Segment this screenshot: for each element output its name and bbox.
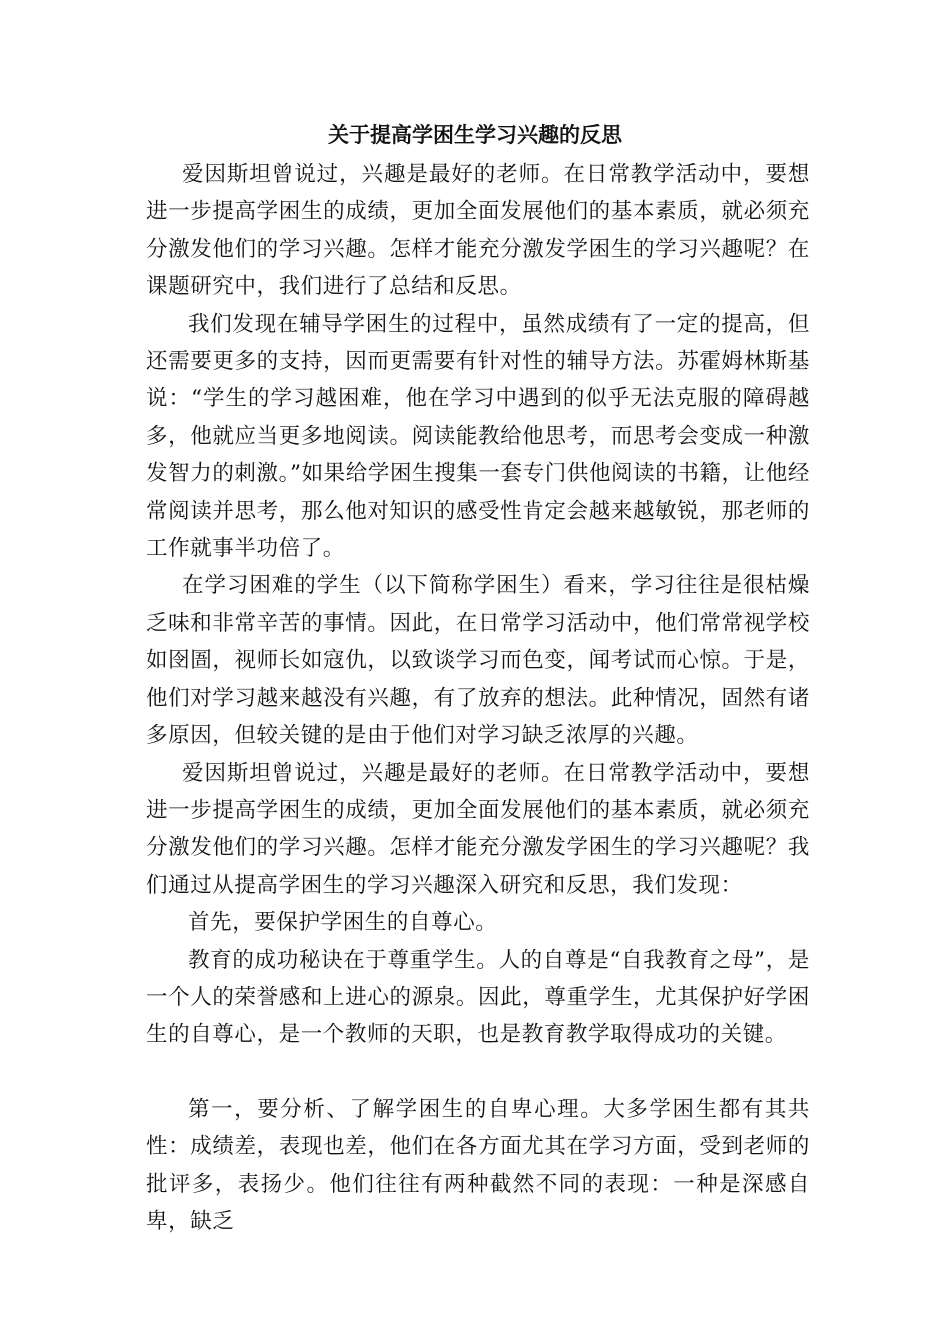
- paragraph-5: 首先，要保护学困生的自尊心。: [188, 910, 498, 936]
- document-body: [146, 156, 810, 1240]
- paragraph-3: 在学习困难的学生（以下简称学困生）看来，学习往往是很枯燥乏味和非常辛苦的事情。因此，在日常学习活动中，他们常常视学校如囹圄，视师长如寇仇，以致谈学习而色变，闻考试而心惊。于是，他们对学习越来越没有兴趣，有了放弃的想法。此种情况，固然有诸多原因，但较关键的是由于他们对学习缺乏浓厚的兴趣。: [146, 573, 810, 749]
- paragraph-spacer: [146, 1054, 810, 1091]
- paragraph-7: 第一，要分析、了解学困生的自卑心理。大多学困生都有其共性：成绩差，表现也差，他们在各方面尤其在学习方面，受到老师的批评多，表扬少。他们往往有两种截然不同的表现：一种是深感自卑，缺乏: [146, 1096, 810, 1234]
- paragraph-2: 我们发现在辅导学困生的过程中，虽然成绩有了一定的提高，但还需要更多的支持，因而更需要有针对性的辅导方法。苏霍姆林斯基说：“学生的学习越困难，他在学习中遇到的似乎无法克服的障碍越多，他就应当更多地阅读。阅读能教给他思考，而思考会变成一种激发智力的刺激。”如果给学困生搜集一套专门供他阅读的书籍，让他经常阅读并思考，那么他对知识的感受性肯定会越来越敏锐，那老师的工作就事半功倍了。: [146, 311, 810, 562]
- document-title: 关于提高学困生学习兴趣的反思: [328, 122, 622, 147]
- paragraph-6: 教育的成功秘诀在于尊重学生。人的自尊是“自我教育之母”，是一个人的荣誉感和上进心的源泉。因此，尊重学生，尤其保护好学困生的自尊心，是一个教师的天职，也是教育教学取得成功的关键。: [146, 947, 810, 1048]
- paragraph-1: 爱因斯坦曾说过，兴趣是最好的老师。在日常教学活动中，要想进一步提高学困生的成绩，更加全面发展他们的基本素质，就必须充分激发他们的学习兴趣。怎样才能充分激发学困生的学习兴趣呢？在课题研究中，我们进行了总结和反思。: [146, 162, 810, 300]
- paragraph-4: 爱因斯坦曾说过，兴趣是最好的老师。在日常教学活动中，要想进一步提高学困生的成绩，更加全面发展他们的基本素质，就必须充分激发他们的学习兴趣。怎样才能充分激发学困生的学习兴趣呢？我们通过从提高学困生的学习兴趣深入研究和反思，我们发现：: [146, 760, 810, 898]
